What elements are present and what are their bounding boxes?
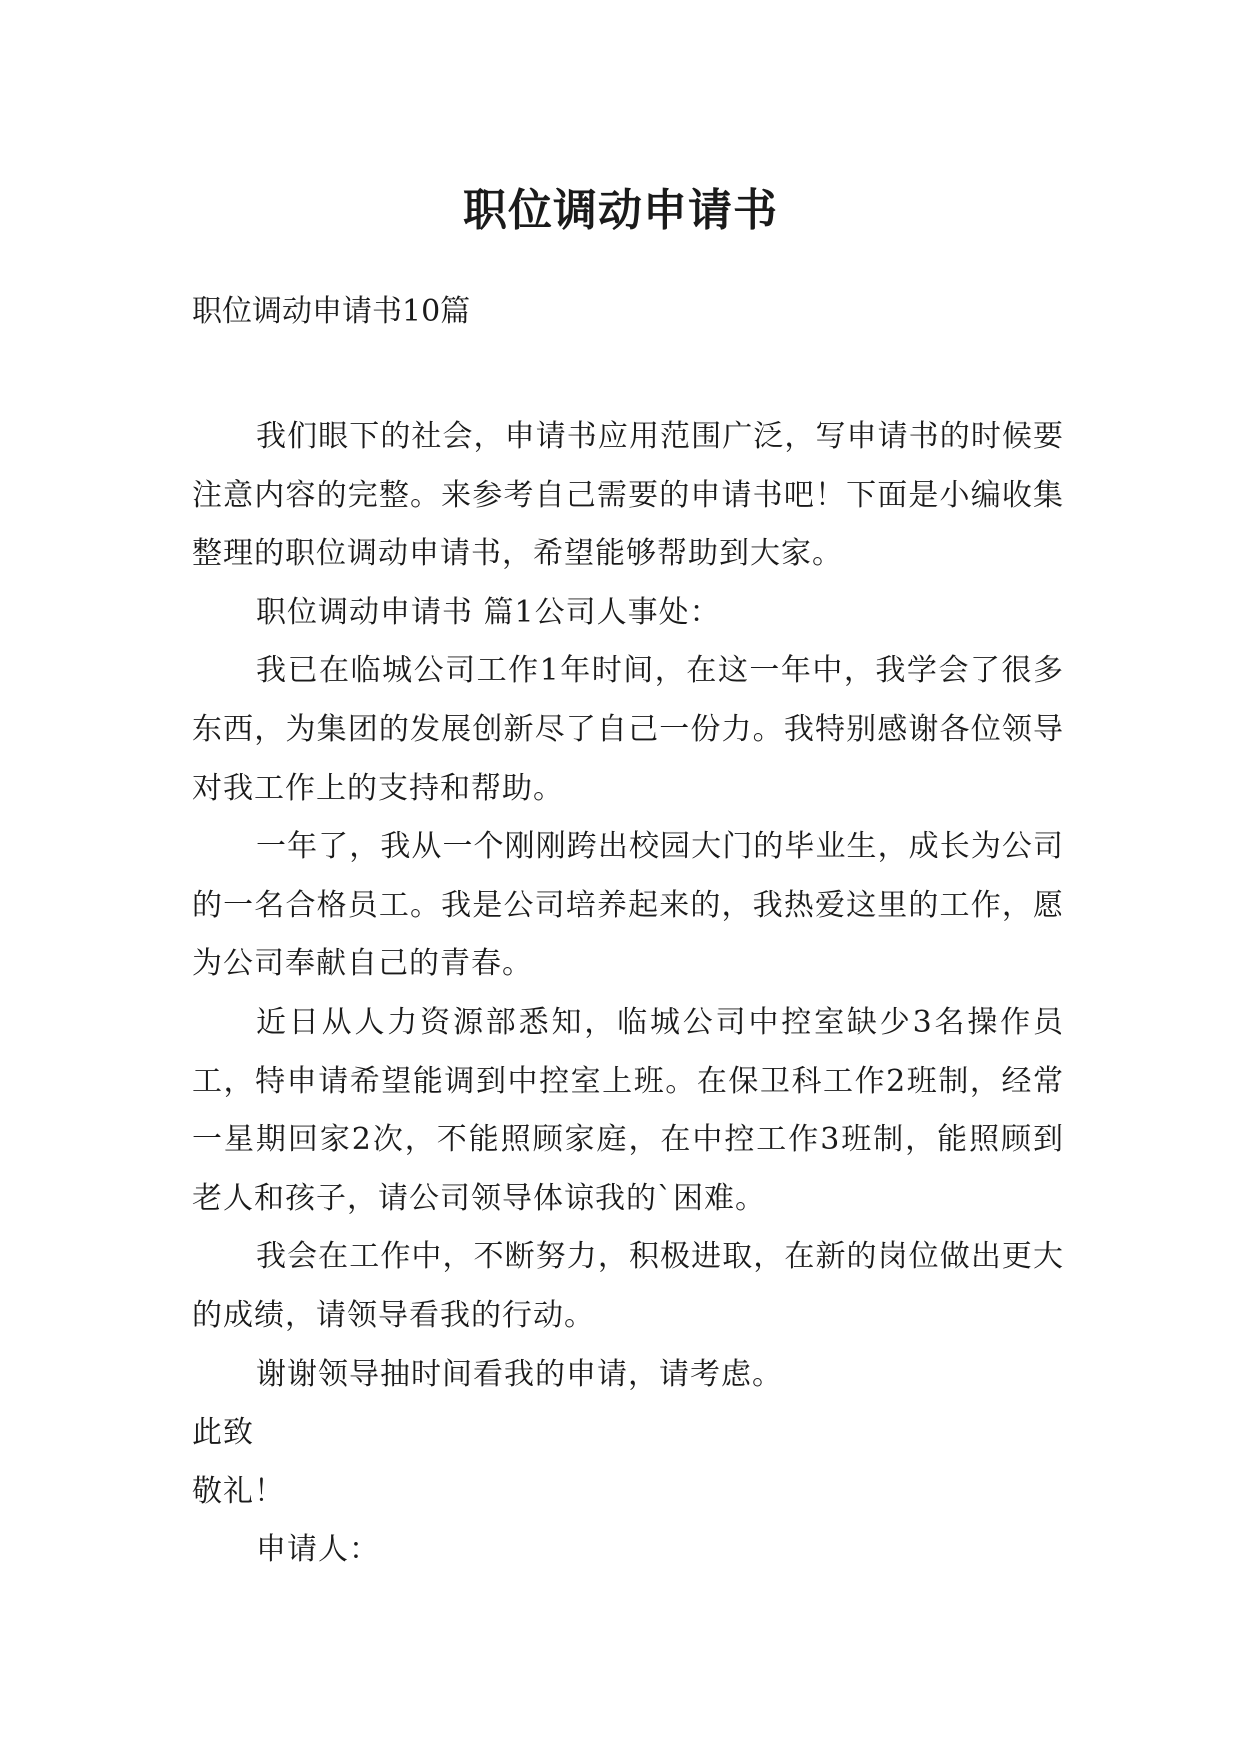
applicant-label: 申请人：	[256, 1532, 380, 1568]
body-paragraph: 近日从人力资源部悉知，临城公司中控室缺少3名操作员工，特申请希望能调到中控室上班。在保卫科工作2班制，经常一星期回家2次，不能照顾家庭，在中控工作3班制，能照顾到老人和孩子，请公司领导体谅我的`困难。	[192, 1004, 1064, 1216]
closing-line-1: 此致	[192, 1415, 254, 1451]
body-paragraph: 我会在工作中，不断努力，积极进取，在新的岗位做出更大的成绩，请领导看我的行动。	[192, 1239, 1064, 1333]
intro-paragraph: 我们眼下的社会，申请书应用范围广泛，写申请书的时候要注意内容的完整。来参考自己需要的申请书吧！下面是小编收集整理的职位调动申请书，希望能够帮助到大家。	[192, 419, 1064, 572]
closing-line-2: 敬礼！	[192, 1473, 285, 1509]
document-body	[192, 408, 1064, 1580]
document-subtitle: 职位调动申请书10篇	[192, 294, 471, 329]
salutation-paragraph: 职位调动申请书 篇1公司人事处：	[256, 594, 721, 630]
body-paragraph: 我已在临城公司工作1年时间，在这一年中，我学会了很多东西，为集团的发展创新尽了自己一份力。我特别感谢各位领导对我工作上的支持和帮助。	[192, 653, 1064, 806]
document-title: 职位调动申请书	[463, 185, 778, 237]
body-paragraph: 一年了，我从一个刚刚跨出校园大门的毕业生，成长为公司的一名合格员工。我是公司培养起来的，我热爱这里的工作，愿为公司奉献自己的青春。	[192, 829, 1064, 982]
thanks-paragraph: 谢谢领导抽时间看我的申请，请考虑。	[256, 1356, 783, 1392]
